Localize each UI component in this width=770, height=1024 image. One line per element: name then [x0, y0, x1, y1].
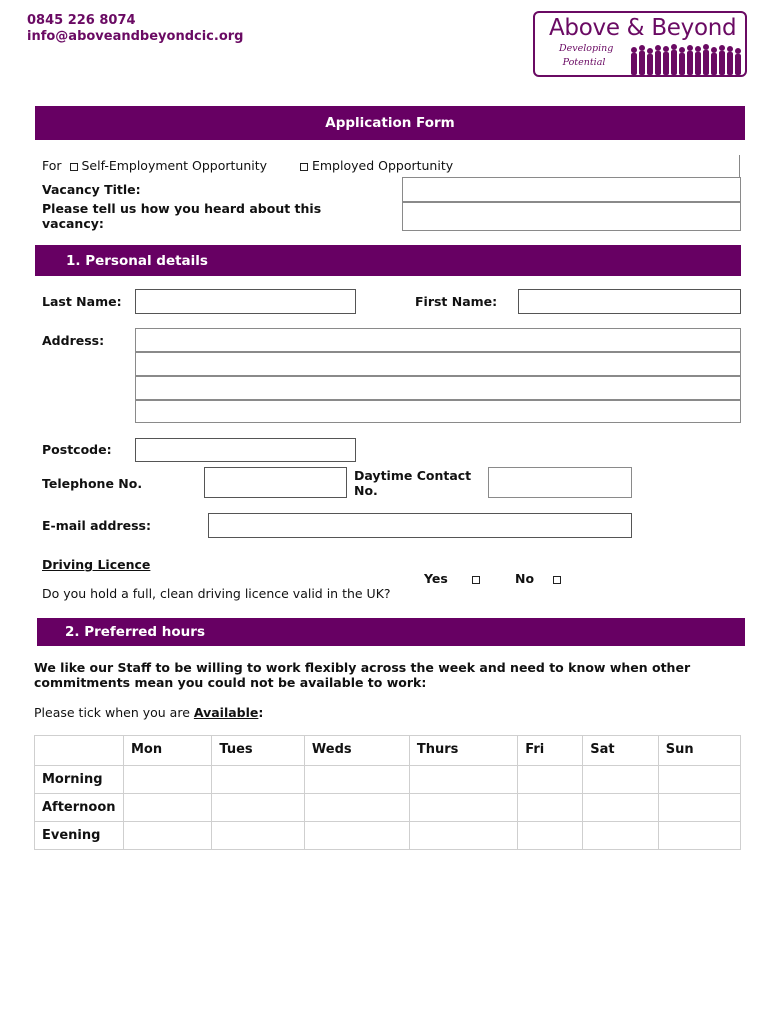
availability-table	[34, 735, 741, 850]
day-header: Tues	[212, 736, 305, 766]
employed-option	[300, 158, 453, 173]
logo	[533, 11, 747, 77]
daytime-label-line2: No.	[354, 483, 378, 498]
first-name-label: First Name:	[415, 294, 498, 309]
address-line4-input[interactable]	[135, 400, 741, 423]
address-line3-input[interactable]	[135, 376, 741, 400]
heard-input[interactable]	[402, 202, 741, 231]
for-row	[42, 158, 267, 173]
no-label: No	[515, 571, 535, 586]
email-label: E-mail address:	[42, 518, 151, 533]
availability-cell[interactable]	[409, 794, 517, 822]
driving-licence-question: Do you hold a full, clean driving licence valid in the UK?	[42, 586, 391, 601]
table-row	[35, 794, 741, 822]
heard-label	[42, 201, 321, 231]
yes-label: Yes	[424, 571, 448, 586]
availability-cell[interactable]	[124, 822, 212, 850]
availability-cell[interactable]	[304, 822, 409, 850]
first-name-input[interactable]	[518, 289, 741, 314]
period-label: Morning	[35, 766, 124, 794]
availability-cell[interactable]	[124, 794, 212, 822]
logo-tagline	[559, 42, 614, 70]
form-title: Application Form	[325, 115, 455, 131]
availability-cell[interactable]	[212, 794, 305, 822]
email-input[interactable]	[208, 513, 632, 538]
employed-label: Employed Opportunity	[311, 158, 454, 173]
section-personal-band	[35, 245, 741, 276]
people-silhouette-icon	[629, 43, 743, 77]
employed-checkbox[interactable]	[300, 163, 308, 171]
form-title-band	[35, 106, 745, 140]
hours-intro	[34, 660, 690, 690]
self-employment-checkbox[interactable]	[70, 163, 78, 171]
day-header: Fri	[518, 736, 583, 766]
day-header: Thurs	[409, 736, 517, 766]
tick-instruction	[34, 705, 263, 720]
day-header: Sat	[583, 736, 658, 766]
telephone-input[interactable]	[204, 467, 347, 498]
availability-cell[interactable]	[124, 766, 212, 794]
logo-title: Above & Beyond	[549, 15, 737, 41]
availability-cell[interactable]	[658, 794, 740, 822]
section-hours-band	[37, 618, 745, 646]
availability-cell[interactable]	[518, 794, 583, 822]
hours-intro-line1: We like our Staff to be willing to work flexibly across the week and need to know when other	[34, 660, 691, 675]
hours-intro-line2: commitments mean you could not be available to work:	[34, 675, 427, 690]
logo-tagline-2: Potential	[562, 57, 606, 68]
section-hours-heading: 2. Preferred hours	[65, 624, 205, 640]
divider	[739, 155, 740, 177]
telephone-label: Telephone No.	[42, 476, 143, 491]
vacancy-title-label: Vacancy Title:	[42, 182, 141, 197]
availability-cell[interactable]	[212, 766, 305, 794]
table-row	[35, 766, 741, 794]
section-personal-heading: 1. Personal details	[66, 252, 208, 269]
day-header: Weds	[304, 736, 409, 766]
heard-label-line2: vacancy:	[42, 216, 104, 231]
driving-licence-heading: Driving Licence	[42, 557, 151, 572]
last-name-label: Last Name:	[42, 294, 122, 309]
licence-yes-checkbox[interactable]	[472, 576, 480, 584]
day-header: Sun	[658, 736, 740, 766]
postcode-label: Postcode:	[42, 442, 112, 457]
availability-cell[interactable]	[212, 822, 305, 850]
self-employment-label: Self-Employment Opportunity	[81, 158, 268, 173]
daytime-contact-input[interactable]	[488, 467, 632, 498]
daytime-label-line1: Daytime Contact	[354, 468, 472, 483]
table-row	[35, 822, 741, 850]
logo-tagline-1: Developing	[559, 43, 614, 54]
heard-label-line1: Please tell us how you heard about this	[42, 201, 322, 216]
last-name-input[interactable]	[135, 289, 356, 314]
address-line1-input[interactable]	[135, 328, 741, 352]
availability-cell[interactable]	[658, 766, 740, 794]
tick-suffix: :	[258, 705, 264, 720]
availability-cell[interactable]	[583, 794, 658, 822]
availability-cell[interactable]	[409, 822, 517, 850]
contact-phone: 0845 226 8074	[27, 13, 136, 28]
table-header-row	[35, 736, 741, 766]
availability-cell[interactable]	[304, 794, 409, 822]
tick-available: Available	[193, 705, 259, 720]
contact-email[interactable]: info@aboveandbeyondcic.org	[27, 29, 244, 44]
postcode-input[interactable]	[135, 438, 356, 462]
period-label: Evening	[35, 822, 124, 850]
licence-no-checkbox[interactable]	[553, 576, 561, 584]
address-label: Address:	[42, 333, 105, 348]
availability-cell[interactable]	[518, 822, 583, 850]
availability-cell[interactable]	[409, 766, 517, 794]
for-label: For	[42, 158, 62, 173]
availability-cell[interactable]	[304, 766, 409, 794]
daytime-contact-label	[354, 468, 471, 498]
corner-cell	[35, 736, 124, 766]
day-header: Mon	[124, 736, 212, 766]
availability-cell[interactable]	[583, 766, 658, 794]
period-label: Afternoon	[35, 794, 124, 822]
tick-prefix: Please tick when you are	[34, 705, 194, 720]
address-line2-input[interactable]	[135, 352, 741, 376]
availability-cell[interactable]	[518, 766, 583, 794]
availability-cell[interactable]	[583, 822, 658, 850]
availability-cell[interactable]	[658, 822, 740, 850]
vacancy-title-input[interactable]	[402, 177, 741, 202]
